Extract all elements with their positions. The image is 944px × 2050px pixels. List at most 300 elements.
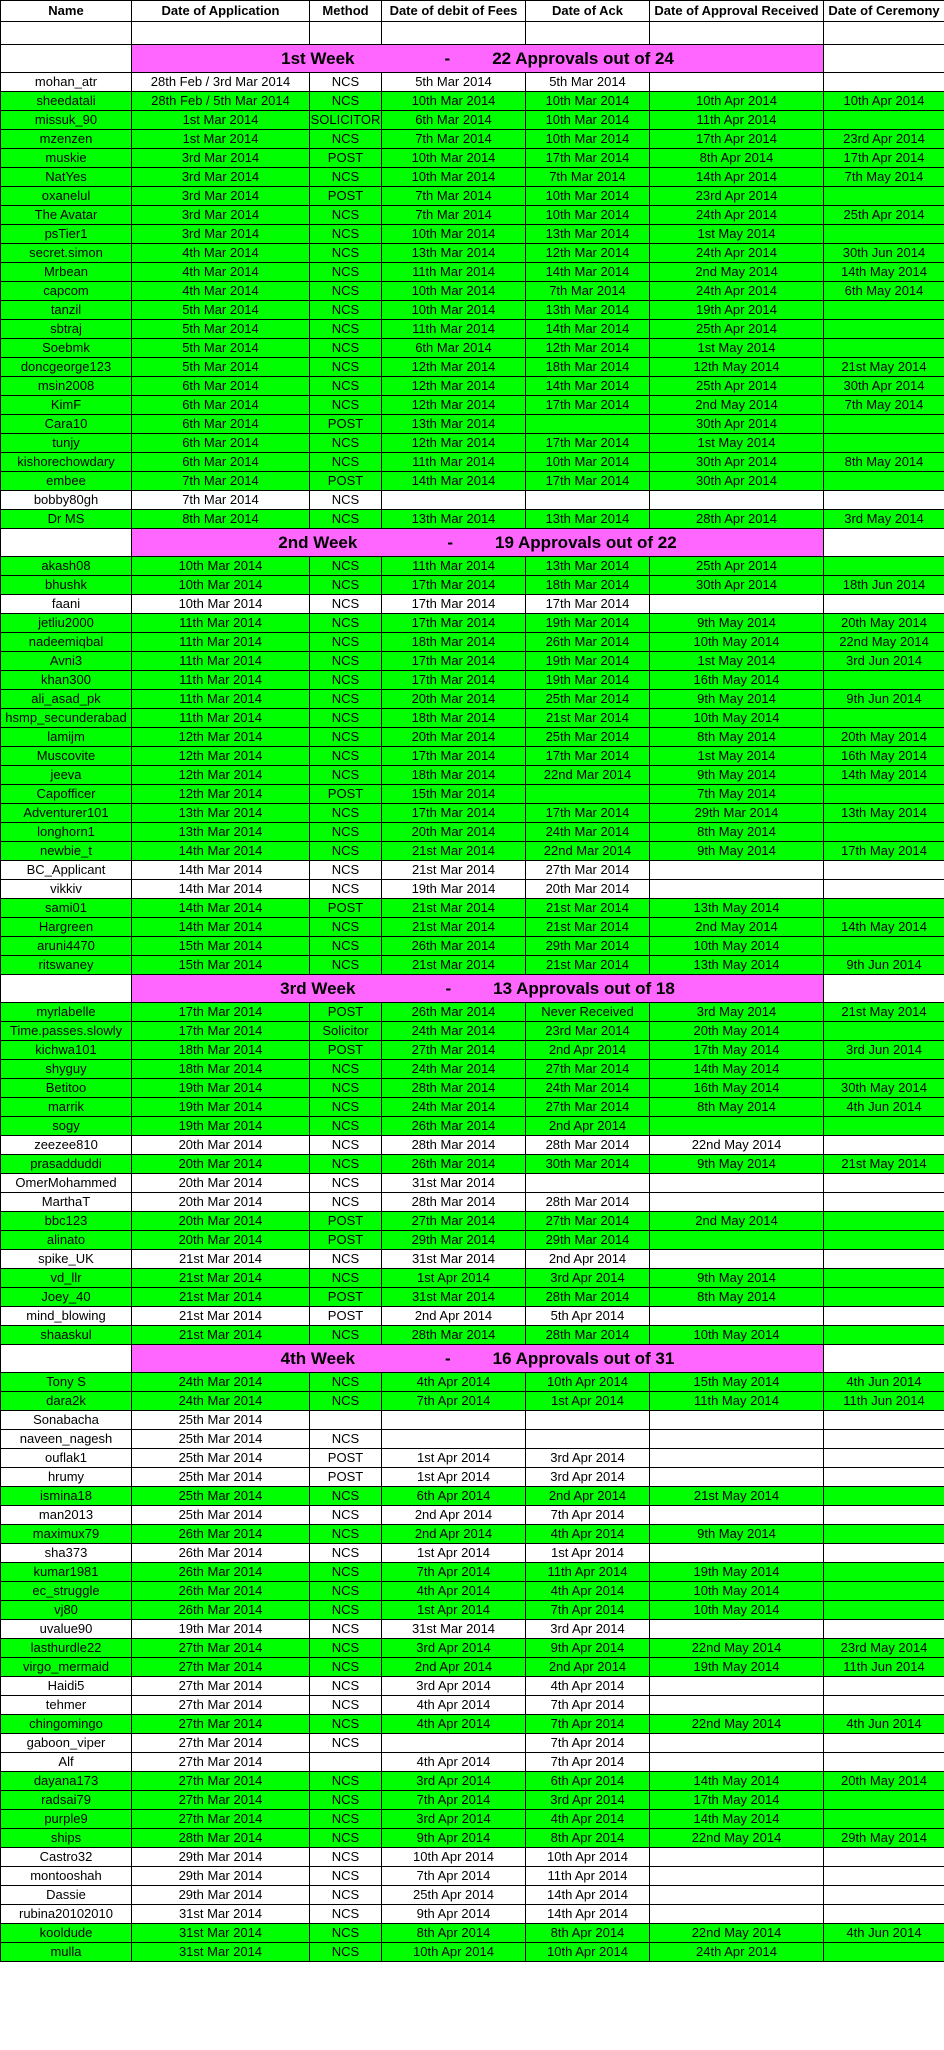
cell-approval-date — [650, 1886, 824, 1905]
cell-ack-date: 10th Mar 2014 — [526, 111, 650, 130]
cell-approval-date: 14th May 2014 — [650, 1810, 824, 1829]
cell-debit-date: 20th Mar 2014 — [382, 728, 526, 747]
cell-ceremony-date: 30th Apr 2014 — [824, 377, 944, 396]
cell-ack-date: 24th Mar 2014 — [526, 1079, 650, 1098]
cell-method: NCS — [310, 1601, 382, 1620]
cell-ack-date: 3rd Apr 2014 — [526, 1468, 650, 1487]
cell-application-date: 11th Mar 2014 — [132, 633, 310, 652]
cell-debit-date: 4th Apr 2014 — [382, 1373, 526, 1392]
table-row — [1, 320, 944, 339]
cell-approval-date: 10th May 2014 — [650, 1326, 824, 1345]
cell-ack-date: 10th Apr 2014 — [526, 1373, 650, 1392]
cell-method: POST — [310, 1468, 382, 1487]
cell-ceremony-date — [824, 73, 944, 92]
cell-ack-date: 9th Apr 2014 — [526, 1639, 650, 1658]
cell-application-date: 19th Mar 2014 — [132, 1620, 310, 1639]
cell-approval-date — [650, 1449, 824, 1468]
cell-name: maximux79 — [1, 1525, 132, 1544]
cell-name: capcom — [1, 282, 132, 301]
cell-method: NCS — [310, 614, 382, 633]
cell-application-date: 10th Mar 2014 — [132, 557, 310, 576]
cell-debit-date: 17th Mar 2014 — [382, 595, 526, 614]
cell-method: NCS — [310, 301, 382, 320]
cell-ceremony-date — [824, 1753, 944, 1772]
cell-name: ouflak1 — [1, 1449, 132, 1468]
cell-approval-date: 10th May 2014 — [650, 1601, 824, 1620]
cell-application-date: 4th Mar 2014 — [132, 263, 310, 282]
cell-ceremony-date: 4th Jun 2014 — [824, 1715, 944, 1734]
cell-ceremony-date — [824, 1620, 944, 1639]
cell-application-date: 3rd Mar 2014 — [132, 187, 310, 206]
cell-approval-date: 25th Apr 2014 — [650, 320, 824, 339]
cell-ack-date: 19th Mar 2014 — [526, 614, 650, 633]
cell-application-date: 29th Mar 2014 — [132, 1867, 310, 1886]
cell-name: Castro32 — [1, 1848, 132, 1867]
cell-method: NCS — [310, 358, 382, 377]
cell-ceremony-date — [824, 1601, 944, 1620]
cell-ack-date: 13th Mar 2014 — [526, 225, 650, 244]
cell-method: POST — [310, 472, 382, 491]
cell-application-date: 10th Mar 2014 — [132, 576, 310, 595]
cell-method: NCS — [310, 396, 382, 415]
cell-debit-date: 13th Mar 2014 — [382, 415, 526, 434]
week-header-row — [1, 975, 944, 1003]
cell-approval-date: 9th May 2014 — [650, 766, 824, 785]
cell-ceremony-date — [824, 1136, 944, 1155]
cell-name: tanzil — [1, 301, 132, 320]
table-row — [1, 111, 944, 130]
cell-name: vd_llr — [1, 1269, 132, 1288]
table-row — [1, 1288, 944, 1307]
cell-approval-date: 13th May 2014 — [650, 956, 824, 975]
table-row — [1, 187, 944, 206]
cell-application-date: 18th Mar 2014 — [132, 1041, 310, 1060]
table-row — [1, 168, 944, 187]
cell-ack-date: 21st Mar 2014 — [526, 899, 650, 918]
cell-method: POST — [310, 1288, 382, 1307]
cell-name: mulla — [1, 1943, 132, 1962]
cell-debit-date: 1st Apr 2014 — [382, 1269, 526, 1288]
table-row — [1, 937, 944, 956]
cell-ceremony-date — [824, 301, 944, 320]
cell-method: NCS — [310, 1544, 382, 1563]
table-row — [1, 1544, 944, 1563]
table-row — [1, 1487, 944, 1506]
week-summary: 22 Approvals out of 24 — [492, 49, 674, 68]
cell-method: NCS — [310, 1867, 382, 1886]
cell-method: NCS — [310, 842, 382, 861]
cell-approval-date: 1st May 2014 — [650, 747, 824, 766]
cell-ceremony-date — [824, 1525, 944, 1544]
cell-debit-date: 7th Apr 2014 — [382, 1563, 526, 1582]
cell-method: NCS — [310, 1810, 382, 1829]
cell-approval-date: 10th May 2014 — [650, 709, 824, 728]
cell-application-date: 21st Mar 2014 — [132, 1307, 310, 1326]
cell-name: Betitoo — [1, 1079, 132, 1098]
cell-debit-date: 10th Mar 2014 — [382, 149, 526, 168]
cell-debit-date: 25th Apr 2014 — [382, 1886, 526, 1905]
table-row — [1, 595, 944, 614]
cell-ack-date: 1st Apr 2014 — [526, 1392, 650, 1411]
cell-name: embee — [1, 472, 132, 491]
cell-method: NCS — [310, 320, 382, 339]
cell-approval-date — [650, 1307, 824, 1326]
cell-method: NCS — [310, 1563, 382, 1582]
table-row — [1, 282, 944, 301]
cell-method: NCS — [310, 1117, 382, 1136]
cell-ceremony-date: 30th Jun 2014 — [824, 244, 944, 263]
cell-application-date: 12th Mar 2014 — [132, 728, 310, 747]
cell-approval-date — [650, 1506, 824, 1525]
cell-ack-date: 8th Apr 2014 — [526, 1829, 650, 1848]
cell-approval-date — [650, 1193, 824, 1212]
cell-method: NCS — [310, 1658, 382, 1677]
cell-approval-date: 2nd May 2014 — [650, 396, 824, 415]
table-row — [1, 1269, 944, 1288]
cell-application-date: 20th Mar 2014 — [132, 1174, 310, 1193]
cell-debit-date: 3rd Apr 2014 — [382, 1639, 526, 1658]
cell-debit-date: 11th Mar 2014 — [382, 320, 526, 339]
cell-ceremony-date: 17th May 2014 — [824, 842, 944, 861]
cell-application-date: 27th Mar 2014 — [132, 1696, 310, 1715]
cell-ceremony-date: 23rd May 2014 — [824, 1639, 944, 1658]
cell-ceremony-date — [824, 1677, 944, 1696]
cell-method: POST — [310, 1307, 382, 1326]
cell-ack-date: 13th Mar 2014 — [526, 510, 650, 529]
cell-ceremony-date — [824, 1487, 944, 1506]
cell-name: secret.simon — [1, 244, 132, 263]
cell-ceremony-date: 4th Jun 2014 — [824, 1373, 944, 1392]
cell-debit-date: 7th Apr 2014 — [382, 1791, 526, 1810]
cell-name: Capofficer — [1, 785, 132, 804]
cell-ceremony-date — [824, 1905, 944, 1924]
cell-ack-date: 22nd Mar 2014 — [526, 842, 650, 861]
cell-ack-date — [526, 415, 650, 434]
cell-approval-date: 14th May 2014 — [650, 1772, 824, 1791]
table-row — [1, 1810, 944, 1829]
week-dash: - — [444, 1349, 451, 1368]
table-row — [1, 1373, 944, 1392]
cell-name: montooshah — [1, 1867, 132, 1886]
table-row — [1, 1924, 944, 1943]
table-row — [1, 1772, 944, 1791]
cell-name: BC_Applicant — [1, 861, 132, 880]
cell-method: NCS — [310, 1791, 382, 1810]
cell-name: tehmer — [1, 1696, 132, 1715]
cell-name: myrlabelle — [1, 1003, 132, 1022]
cell-name: lasthurdle22 — [1, 1639, 132, 1658]
week-header-row — [1, 529, 944, 557]
cell-ceremony-date — [824, 472, 944, 491]
cell-name: kichwa101 — [1, 1041, 132, 1060]
cell-debit-date: 10th Mar 2014 — [382, 168, 526, 187]
cell-ceremony-date — [824, 1449, 944, 1468]
table-row — [1, 206, 944, 225]
cell-ack-date: 26th Mar 2014 — [526, 633, 650, 652]
cell-debit-date: 20th Mar 2014 — [382, 823, 526, 842]
cell-approval-date: 17th May 2014 — [650, 1041, 824, 1060]
cell-ack-date: 4th Apr 2014 — [526, 1810, 650, 1829]
cell-ack-date: 30th Mar 2014 — [526, 1155, 650, 1174]
cell-approval-date: 9th May 2014 — [650, 614, 824, 633]
table-row — [1, 1430, 944, 1449]
cell-name: ec_struggle — [1, 1582, 132, 1601]
cell-ceremony-date: 14th May 2014 — [824, 918, 944, 937]
cell-ack-date: 10th Mar 2014 — [526, 187, 650, 206]
cell-debit-date: 26th Mar 2014 — [382, 1117, 526, 1136]
cell-application-date: 20th Mar 2014 — [132, 1231, 310, 1250]
cell-approval-date: 15th May 2014 — [650, 1373, 824, 1392]
cell-method: NCS — [310, 92, 382, 111]
cell-ack-date: 17th Mar 2014 — [526, 472, 650, 491]
cell-debit-date: 19th Mar 2014 — [382, 880, 526, 899]
cell-debit-date: 13th Mar 2014 — [382, 510, 526, 529]
cell-ack-date: 10th Mar 2014 — [526, 206, 650, 225]
cell-method: NCS — [310, 206, 382, 225]
cell-approval-date: 16th May 2014 — [650, 1079, 824, 1098]
cell-method: NCS — [310, 1734, 382, 1753]
cell-ceremony-date — [824, 880, 944, 899]
table-row — [1, 1193, 944, 1212]
cell-ceremony-date — [824, 1582, 944, 1601]
cell-approval-date: 29th Mar 2014 — [650, 804, 824, 823]
cell-ack-date: 10th Mar 2014 — [526, 92, 650, 111]
cell-ack-date: 19th Mar 2014 — [526, 652, 650, 671]
cell-approval-date: 21st May 2014 — [650, 1487, 824, 1506]
cell-approval-date — [650, 1696, 824, 1715]
cell-approval-date: 1st May 2014 — [650, 434, 824, 453]
cell-name: newbie_t — [1, 842, 132, 861]
cell-ceremony-date: 21st May 2014 — [824, 358, 944, 377]
cell-approval-date: 22nd May 2014 — [650, 1829, 824, 1848]
cell-method: NCS — [310, 671, 382, 690]
cell-method: NCS — [310, 1269, 382, 1288]
cell-debit-date: 7th Mar 2014 — [382, 130, 526, 149]
cell-application-date: 25th Mar 2014 — [132, 1487, 310, 1506]
table-row — [1, 1601, 944, 1620]
cell-approval-date: 3rd May 2014 — [650, 1003, 824, 1022]
cell-application-date: 14th Mar 2014 — [132, 918, 310, 937]
cell-name: lamijm — [1, 728, 132, 747]
cell-application-date: 29th Mar 2014 — [132, 1886, 310, 1905]
cell-method: NCS — [310, 1829, 382, 1848]
cell-ack-date: 2nd Apr 2014 — [526, 1250, 650, 1269]
cell-debit-date: 2nd Apr 2014 — [382, 1525, 526, 1544]
cell-name: Sonabacha — [1, 1411, 132, 1430]
table-row — [1, 1563, 944, 1582]
cell-method: NCS — [310, 1079, 382, 1098]
cell-ack-date: 8th Apr 2014 — [526, 1924, 650, 1943]
cell-method: POST — [310, 187, 382, 206]
cell-ceremony-date: 25th Apr 2014 — [824, 206, 944, 225]
cell-debit-date: 1st Apr 2014 — [382, 1601, 526, 1620]
cell-application-date: 25th Mar 2014 — [132, 1449, 310, 1468]
cell-ceremony-date — [824, 1411, 944, 1430]
cell-application-date: 3rd Mar 2014 — [132, 225, 310, 244]
cell-name: Alf — [1, 1753, 132, 1772]
cell-debit-date: 7th Mar 2014 — [382, 206, 526, 225]
cell-name: bhushk — [1, 576, 132, 595]
cell-ack-date: 4th Apr 2014 — [526, 1677, 650, 1696]
table-row — [1, 263, 944, 282]
cell-name: jetliu2000 — [1, 614, 132, 633]
cell-ack-date: 2nd Apr 2014 — [526, 1041, 650, 1060]
cell-approval-date — [650, 861, 824, 880]
cell-approval-date: 10th Apr 2014 — [650, 92, 824, 111]
cell-ack-date — [526, 491, 650, 510]
cell-ack-date: 7th Apr 2014 — [526, 1601, 650, 1620]
cell-method: POST — [310, 415, 382, 434]
col-name-header: Name — [1, 1, 132, 22]
cell-ack-date: 11th Apr 2014 — [526, 1563, 650, 1582]
cell-application-date: 1st Mar 2014 — [132, 111, 310, 130]
table-row — [1, 1117, 944, 1136]
table-row — [1, 73, 944, 92]
cell-ceremony-date: 21st May 2014 — [824, 1003, 944, 1022]
cell-ack-date: 6th Apr 2014 — [526, 1772, 650, 1791]
cell-ceremony-date — [824, 1506, 944, 1525]
cell-name: bbc123 — [1, 1212, 132, 1231]
table-row — [1, 633, 944, 652]
table-row — [1, 766, 944, 785]
cell-ack-date — [526, 1430, 650, 1449]
cell-approval-date — [650, 880, 824, 899]
cell-approval-date: 23rd Apr 2014 — [650, 187, 824, 206]
cell-approval-date: 30th Apr 2014 — [650, 453, 824, 472]
cell-name: gaboon_viper — [1, 1734, 132, 1753]
week-title — [132, 1345, 824, 1373]
cell-name: shyguy — [1, 1060, 132, 1079]
cell-application-date: 29th Mar 2014 — [132, 1848, 310, 1867]
table-row — [1, 1392, 944, 1411]
cell-debit-date: 31st Mar 2014 — [382, 1250, 526, 1269]
cell-name: Mrbean — [1, 263, 132, 282]
cell-application-date: 12th Mar 2014 — [132, 766, 310, 785]
cell-ceremony-date: 7th May 2014 — [824, 396, 944, 415]
cell-ack-date: 10th Mar 2014 — [526, 130, 650, 149]
cell-name: Cara10 — [1, 415, 132, 434]
cell-debit-date: 10th Mar 2014 — [382, 301, 526, 320]
table-row — [1, 842, 944, 861]
cell-ack-date: 7th Apr 2014 — [526, 1734, 650, 1753]
cell-ceremony-date — [824, 225, 944, 244]
table-row — [1, 453, 944, 472]
cell-ceremony-date — [824, 1886, 944, 1905]
table-row — [1, 1734, 944, 1753]
cell-name: Tony S — [1, 1373, 132, 1392]
table-row — [1, 1848, 944, 1867]
cell-application-date: 18th Mar 2014 — [132, 1060, 310, 1079]
cell-ack-date: 27th Mar 2014 — [526, 861, 650, 880]
cell-name: Hargreen — [1, 918, 132, 937]
cell-debit-date: 6th Mar 2014 — [382, 339, 526, 358]
cell-method: POST — [310, 1003, 382, 1022]
cell-method: SOLICITOR — [310, 111, 382, 130]
cell-method: NCS — [310, 244, 382, 263]
table-row — [1, 92, 944, 111]
cell-method: NCS — [310, 1060, 382, 1079]
cell-ceremony-date — [824, 1430, 944, 1449]
table-row — [1, 671, 944, 690]
table-row — [1, 1231, 944, 1250]
cell-application-date: 14th Mar 2014 — [132, 842, 310, 861]
cell-ceremony-date: 14th May 2014 — [824, 766, 944, 785]
cell-approval-date: 9th May 2014 — [650, 690, 824, 709]
cell-debit-date: 12th Mar 2014 — [382, 377, 526, 396]
cell-application-date: 3rd Mar 2014 — [132, 206, 310, 225]
cell-application-date: 6th Mar 2014 — [132, 434, 310, 453]
table-row — [1, 709, 944, 728]
cell-name: ismina18 — [1, 1487, 132, 1506]
cell-approval-date — [650, 1411, 824, 1430]
cell-debit-date: 7th Mar 2014 — [382, 187, 526, 206]
week-title — [132, 975, 824, 1003]
cell-name: shaaskul — [1, 1326, 132, 1345]
cell-application-date: 20th Mar 2014 — [132, 1212, 310, 1231]
cell-ack-date: 2nd Apr 2014 — [526, 1117, 650, 1136]
cell-ack-date: 7th Apr 2014 — [526, 1696, 650, 1715]
cell-ack-date: 22nd Mar 2014 — [526, 766, 650, 785]
cell-application-date: 19th Mar 2014 — [132, 1098, 310, 1117]
cell-ack-date: 28th Mar 2014 — [526, 1193, 650, 1212]
cell-name: prasadduddi — [1, 1155, 132, 1174]
cell-method: NCS — [310, 1193, 382, 1212]
cell-approval-date: 19th May 2014 — [650, 1563, 824, 1582]
cell-method: NCS — [310, 491, 382, 510]
cell-debit-date: 7th Apr 2014 — [382, 1867, 526, 1886]
cell-approval-date — [650, 1867, 824, 1886]
cell-ceremony-date — [824, 434, 944, 453]
cell-ceremony-date — [824, 1867, 944, 1886]
table-row — [1, 301, 944, 320]
table-row — [1, 510, 944, 529]
cell-application-date: 24th Mar 2014 — [132, 1373, 310, 1392]
week-label: 1st Week — [281, 49, 355, 68]
cell-method: POST — [310, 1041, 382, 1060]
cell-debit-date: 3rd Apr 2014 — [382, 1810, 526, 1829]
cell-debit-date: 10th Mar 2014 — [382, 225, 526, 244]
cell-ack-date: 3rd Apr 2014 — [526, 1449, 650, 1468]
cell-debit-date: 28th Mar 2014 — [382, 1326, 526, 1345]
cell-debit-date: 13th Mar 2014 — [382, 244, 526, 263]
cell-ack-date — [526, 785, 650, 804]
cell-debit-date: 21st Mar 2014 — [382, 861, 526, 880]
cell-application-date: 6th Mar 2014 — [132, 396, 310, 415]
cell-approval-date: 24th Apr 2014 — [650, 282, 824, 301]
col-approval-header: Date of Approval Received — [650, 1, 824, 22]
cell-ceremony-date: 9th Jun 2014 — [824, 956, 944, 975]
cell-application-date: 19th Mar 2014 — [132, 1117, 310, 1136]
cell-name: mohan_atr — [1, 73, 132, 92]
cell-ack-date: 3rd Apr 2014 — [526, 1620, 650, 1639]
cell-name: Soebmk — [1, 339, 132, 358]
cell-name: oxanelul — [1, 187, 132, 206]
cell-method: NCS — [310, 434, 382, 453]
cell-application-date: 1st Mar 2014 — [132, 130, 310, 149]
table-row — [1, 804, 944, 823]
cell-debit-date: 20th Mar 2014 — [382, 690, 526, 709]
cell-debit-date: 3rd Apr 2014 — [382, 1772, 526, 1791]
cell-name: ritswaney — [1, 956, 132, 975]
table-row — [1, 918, 944, 937]
cell-approval-date: 25th Apr 2014 — [650, 377, 824, 396]
cell-application-date: 11th Mar 2014 — [132, 614, 310, 633]
cell-approval-date: 1st May 2014 — [650, 225, 824, 244]
cell-application-date: 4th Mar 2014 — [132, 244, 310, 263]
cell-name: mind_blowing — [1, 1307, 132, 1326]
cell-ceremony-date — [824, 1231, 944, 1250]
cell-name: KimF — [1, 396, 132, 415]
